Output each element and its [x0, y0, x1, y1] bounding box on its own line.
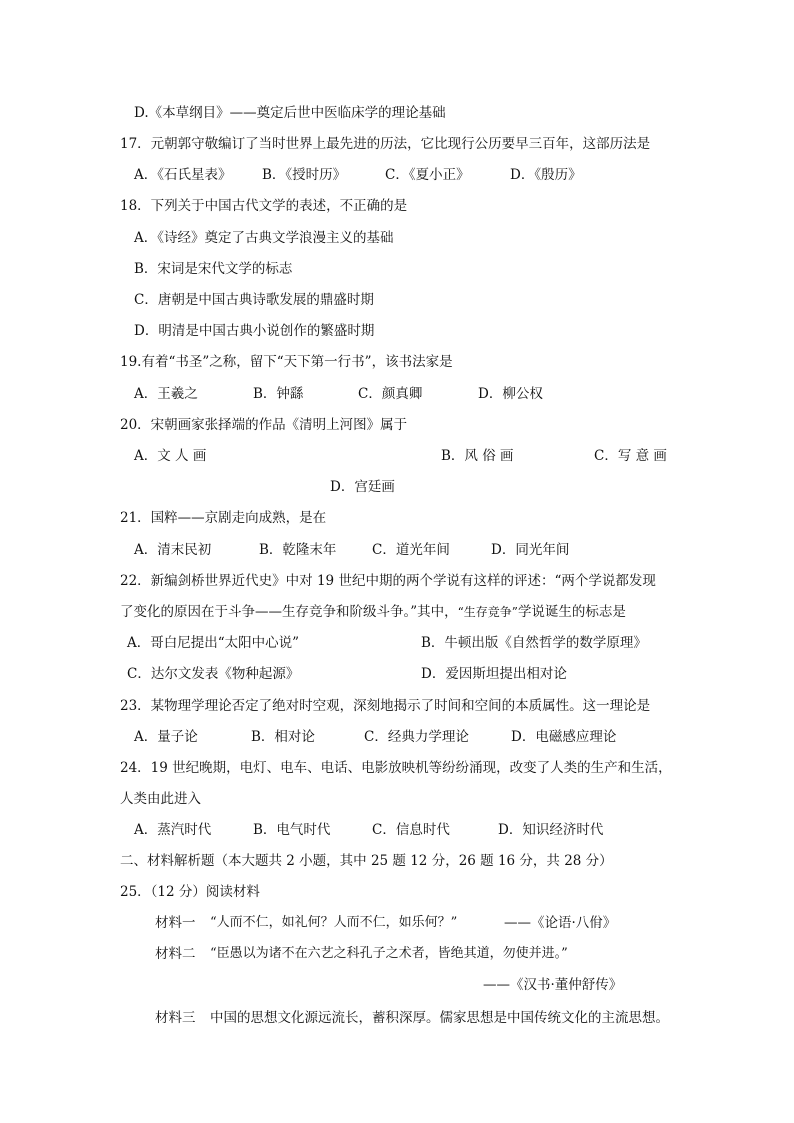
q18-option-b: B．宋词是宋代文学的标志 [134, 261, 293, 277]
q24-option-a: A．蒸汽时代 [134, 822, 212, 838]
q22-stem-line2-end: 学说诞生的标志是 [517, 604, 626, 620]
q17-option-c: C．《夏小正》 [385, 167, 470, 183]
q17-option-a: A．《石氏星表》 [134, 167, 232, 183]
q23-option-b: B．相对论 [251, 729, 315, 745]
q19-stem: 19.有着“书圣”之称，留下“天下第一行书”，该书法家是 [120, 354, 453, 370]
q20-stem: 20．宋朝画家张择端的作品《清明上河图》属于 [120, 417, 408, 433]
q19-option-d: D．柳公权 [478, 386, 543, 402]
q22-quote-struggle: “生存竞争” [457, 605, 518, 619]
q23-stem: 23．某物理学理论否定了绝对时空观，深刻地揭示了时间和空间的本质属性。这一理论是 [120, 698, 651, 714]
q22-option-b: B．牛顿出版《自然哲学的数学原理》 [421, 635, 647, 651]
q24-stem-line2: 人类由此进入 [120, 791, 201, 807]
q24-stem-line1: 24．19 世纪晚期，电灯、电车、电话、电影放映机等纷纷涌现，改变了人类的生产和生活， [120, 760, 672, 776]
q22-option-c: C．达尔文发表《物种起源》 [127, 666, 300, 682]
q24-option-d: D．知识经济时代 [498, 822, 604, 838]
q25-material1-source: ——《论语·八佾》 [504, 915, 617, 931]
q25-material1-label: 材料一 [155, 915, 196, 931]
q18-option-a: A．《诗经》奠定了古典文学浪漫主义的基础 [134, 230, 394, 246]
q25-material2-text: “臣愚以为诸不在六艺之科孔子之术者，皆绝其道，勿使并进。” [210, 946, 568, 961]
q21-option-a: A．清末民初 [134, 542, 212, 558]
q20-option-d: D．宫廷画 [330, 479, 395, 495]
q21-option-d: D．同光年间 [491, 542, 570, 558]
q20-option-c: C．写 意 画 [594, 448, 667, 464]
q25-material3-label: 材料三 [155, 1010, 196, 1026]
q25-material2-label: 材料二 [155, 946, 196, 962]
q25-stem: 25．（12 分）阅读材料 [120, 884, 260, 900]
q16-option-d: D.《本草纲目》——奠定后世中医临床学的理论基础 [134, 105, 446, 121]
q25-material2-source: ——《汉书·董仲舒传》 [483, 977, 623, 993]
q20-option-a: A．文 人 画 [134, 448, 207, 464]
q19-option-b: B．钟繇 [253, 386, 304, 402]
section2-heading: 二、材料解析题（本大题共 2 小题，其中 25 题 12 分，26 题 16 分，共 28 分） [120, 853, 613, 869]
q18-stem: 18．下列关于中国古代文学的表述，不正确的是 [120, 198, 408, 214]
q21-stem: 21．国粹——京剧走向成熟，是在 [120, 510, 327, 526]
q22-stem-line2 [120, 603, 626, 621]
q21-option-b: B．乾隆末年 [259, 542, 337, 558]
q25-material3-text: 中国的思想文化源远流长，蓄积深厚。儒家思想是中国传统文化的主流思想。 [210, 1010, 669, 1026]
q17-stem: 17．元朝郭守敬编订了当时世界上最先进的历法，它比现行公历要早三百年，这部历法是 [120, 136, 651, 152]
q22-option-d: D．爱因斯坦提出相对论 [421, 666, 567, 682]
q25-material1-text: “人而不仁，如礼何？人而不仁，如乐何？” [210, 915, 458, 930]
q17-option-b: B．《授时历》 [262, 167, 347, 183]
q24-option-c: C．信息时代 [372, 822, 450, 838]
q21-option-c: C．道光年间 [372, 542, 450, 558]
q23-option-d: D．电磁感应理论 [511, 729, 617, 745]
q22-stem-line1: 22．新编剑桥世界近代史》中对 19 世纪中期的两个学说有这样的评述：“两个学说都发现 [120, 573, 656, 589]
q23-option-c: C．经典力学理论 [364, 729, 469, 745]
q18-option-d: D．明清是中国古典小说创作的繁盛时期 [134, 323, 375, 339]
q24-option-b: B．电气时代 [253, 822, 331, 838]
q17-option-d: D．《殷历》 [510, 167, 582, 183]
q19-option-a: A．王羲之 [134, 386, 198, 402]
q22-option-a: A．哥白尼提出“太阳中心说” [127, 635, 300, 651]
q19-option-c: C．颜真卿 [358, 386, 423, 402]
q22-stem-line2-start: 了变化的原因在于斗争——生存竞争和阶级斗争。”其中， [120, 604, 458, 620]
q20-option-b: B．风 俗 画 [441, 448, 514, 464]
q18-option-c: C．唐朝是中国古典诗歌发展的鼎盛时期 [134, 292, 374, 308]
q23-option-a: A．量子论 [134, 729, 198, 745]
